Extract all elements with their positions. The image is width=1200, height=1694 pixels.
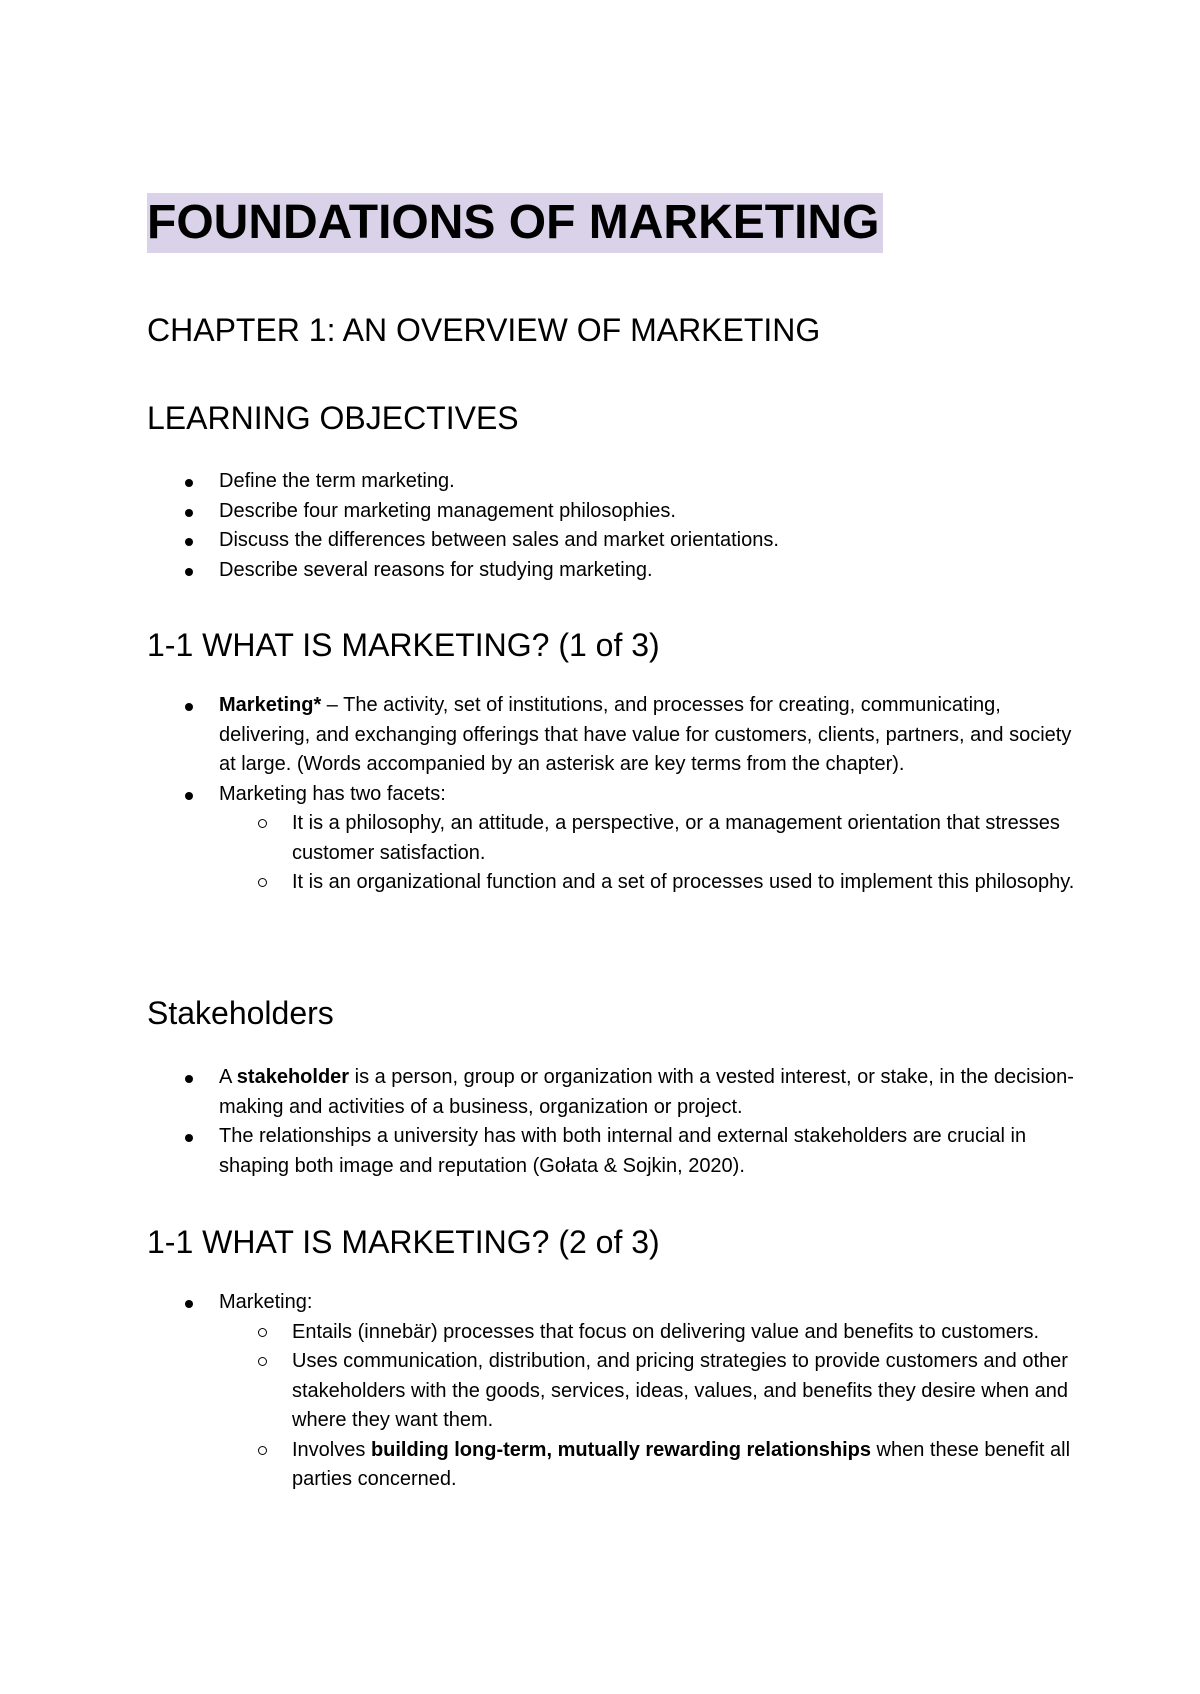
section1-list (147, 691, 1087, 898)
section-heading-what-is-marketing-1: 1-1 WHAT IS MARKETING? (1 of 3) (147, 627, 660, 663)
list-item: Describe four marketing management philosophies. (147, 497, 1087, 527)
text-segment: Involves (292, 1438, 371, 1461)
key-term-marketing: Marketing* (219, 694, 322, 716)
facets-sublist (219, 809, 1087, 898)
learning-objectives-list (147, 467, 1087, 585)
sub-list-item: It is a philosophy, an attitude, a perspective, or a management orientation that stresses customer satisfaction. (219, 809, 1087, 868)
text-segment: is a person, group or organization with a vested interest, or stake, in the decision-making and activities of a business, organization or project. (219, 1066, 1074, 1118)
learning-objectives-heading: LEARNING OBJECTIVES (147, 400, 519, 436)
sub-list-item: Uses communication, distribution, and pricing strategies to provide customers and other stakeholders with the goods, services, ideas, values, and benefits they desire when and where they want them. (219, 1347, 1087, 1436)
list-item-university-relationships: The relationships a university has with both internal and external stakeholders are crucial in shaping both image and reputation (Gołata & Sojkin, 2020). (147, 1122, 1087, 1181)
facets-text: Marketing has two facets: (219, 782, 446, 805)
text-segment: A (219, 1066, 237, 1088)
definition-text: – The activity, set of institutions, and processes for creating, communicating, delivering, and exchanging offerings that have value for customers, clients, partners, and society at large. (Words accompanied by an asterisk are key terms from the chapter). (219, 694, 1072, 775)
list-item-stakeholder-definition (147, 1063, 1087, 1122)
sub-list-item (219, 1436, 1087, 1495)
document-title: FOUNDATIONS OF MARKETING (147, 193, 883, 253)
list-item-facets (147, 780, 1087, 898)
bold-phrase: building long-term, mutually rewarding relationships (370, 1438, 871, 1461)
sub-list-item: It is an organizational function and a set of processes used to implement this philosophy. (219, 868, 1087, 898)
list-item-marketing (147, 1288, 1087, 1495)
chapter-heading: CHAPTER 1: AN OVERVIEW OF MARKETING (147, 312, 821, 348)
stakeholders-list (147, 1063, 1087, 1181)
key-term-stakeholder: stakeholder (236, 1066, 350, 1088)
list-item: Discuss the differences between sales and market orientations. (147, 526, 1087, 556)
text-segment: when these benefit all parties concerned. (292, 1438, 1071, 1490)
list-item-marketing-definition (147, 691, 1087, 780)
marketing-sublist (219, 1318, 1087, 1495)
section-heading-what-is-marketing-2: 1-1 WHAT IS MARKETING? (2 of 3) (147, 1224, 660, 1260)
marketing-label: Marketing: (219, 1291, 313, 1313)
stakeholders-heading: Stakeholders (147, 995, 334, 1031)
sub-list-item: Entails (innebär) processes that focus on delivering value and benefits to customers. (219, 1318, 1087, 1348)
list-item: Define the term marketing. (147, 467, 1087, 497)
list-item: Describe several reasons for studying marketing. (147, 556, 1087, 586)
section2-list (147, 1288, 1087, 1495)
